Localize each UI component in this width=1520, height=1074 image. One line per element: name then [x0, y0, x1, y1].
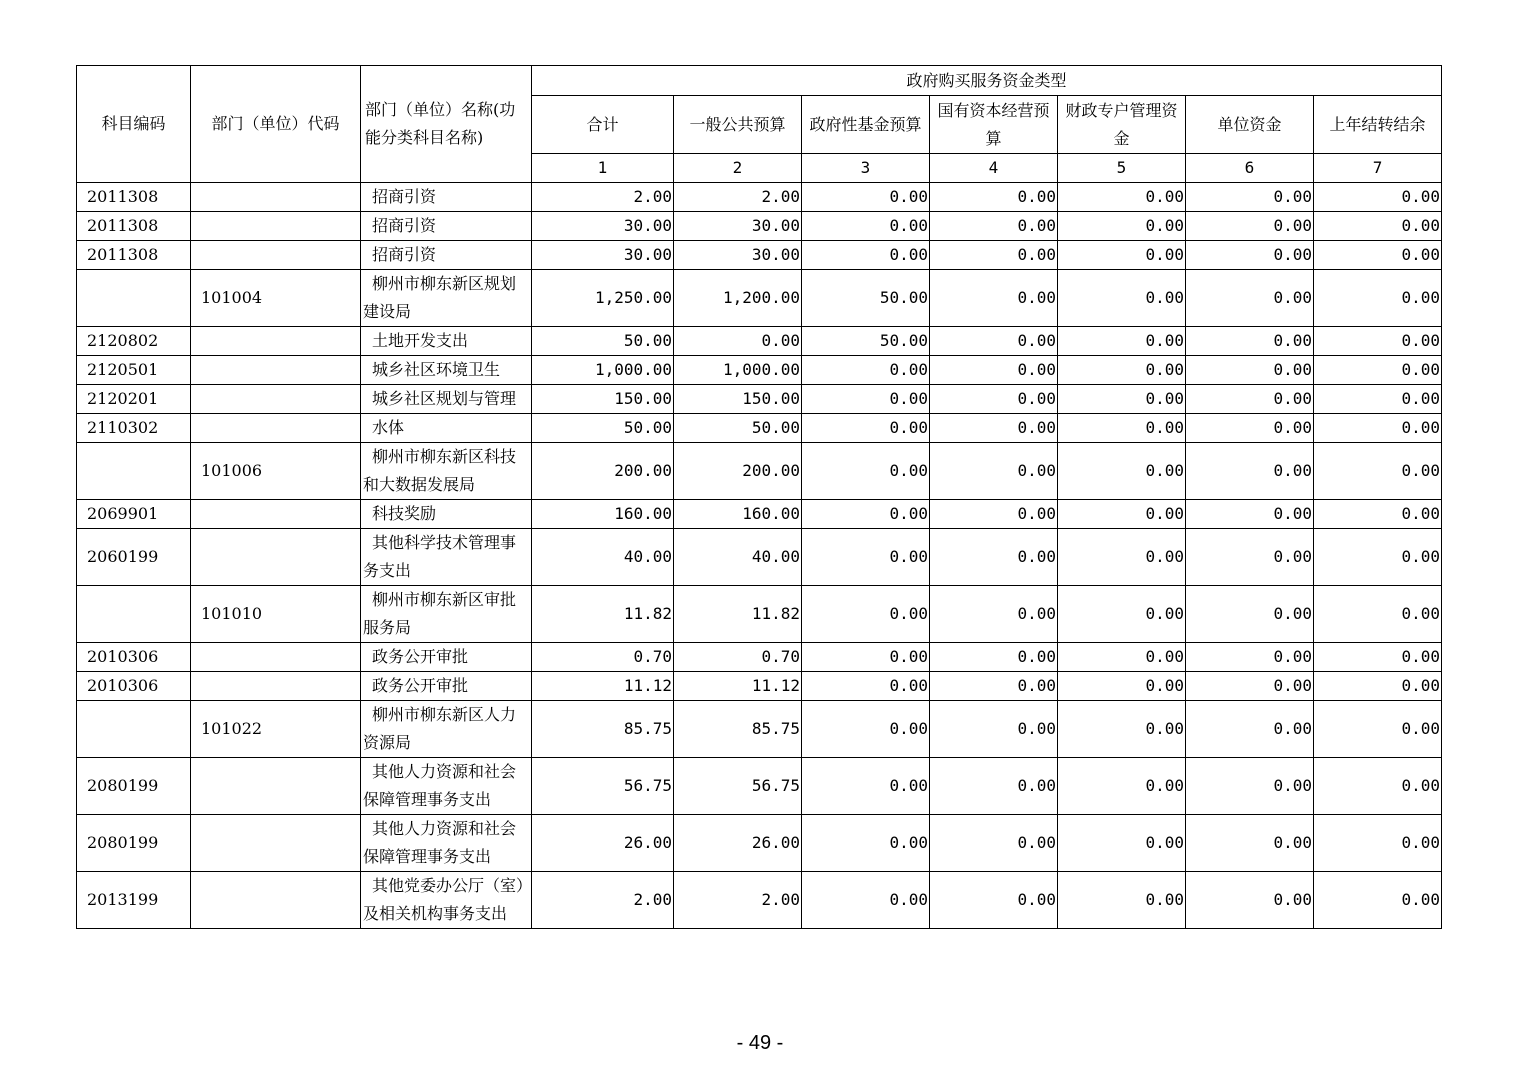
amount-cell: 0.00	[1058, 327, 1186, 356]
dept-name-cell: 水体	[361, 414, 532, 443]
amount-cell: 0.00	[930, 643, 1058, 672]
dept-code-cell	[191, 385, 361, 414]
amount-cell: 0.00	[802, 414, 930, 443]
dept-name-cell: 其他科学技术管理事务支出	[361, 529, 532, 586]
dept-code-cell	[191, 183, 361, 212]
fund-type-group-header: 政府购买服务资金类型	[532, 66, 1442, 96]
amount-cell: 85.75	[674, 701, 802, 758]
dept-code-cell	[191, 758, 361, 815]
amount-cell: 0.00	[930, 241, 1058, 270]
amount-cell: 0.00	[1314, 758, 1442, 815]
amount-cell: 0.00	[1186, 815, 1314, 872]
dept-code-cell: 101004	[191, 270, 361, 327]
amount-cell: 0.00	[930, 586, 1058, 643]
amount-cell: 1,000.00	[674, 356, 802, 385]
amount-cell: 0.00	[802, 356, 930, 385]
dept-name-cell: 柳州市柳东新区科技和大数据发展局	[361, 443, 532, 500]
amount-cell: 160.00	[532, 500, 674, 529]
subject-code-cell: 2080199	[77, 758, 191, 815]
table-row	[77, 414, 1442, 443]
amount-cell: 0.00	[1058, 815, 1186, 872]
amount-cell: 160.00	[674, 500, 802, 529]
amount-cell: 0.00	[1058, 701, 1186, 758]
amount-cell: 0.00	[1314, 701, 1442, 758]
amount-cell: 0.00	[1186, 212, 1314, 241]
column-header: 单位资金	[1186, 96, 1314, 154]
amount-cell: 0.00	[1186, 356, 1314, 385]
dept-code-cell	[191, 529, 361, 586]
subject-code-cell: 2110302	[77, 414, 191, 443]
column-header: 财政专户管理资金	[1058, 96, 1186, 154]
amount-cell: 0.00	[1314, 872, 1442, 929]
amount-cell: 2.00	[532, 183, 674, 212]
subject-code-cell: 2011308	[77, 183, 191, 212]
amount-cell: 2.00	[532, 872, 674, 929]
subject-code-cell: 2120201	[77, 385, 191, 414]
dept-code-cell	[191, 414, 361, 443]
dept-code-cell	[191, 327, 361, 356]
amount-cell: 200.00	[674, 443, 802, 500]
amount-cell: 1,250.00	[532, 270, 674, 327]
amount-cell: 0.00	[802, 672, 930, 701]
amount-cell: 0.00	[1186, 586, 1314, 643]
dept-name-cell: 招商引资	[361, 212, 532, 241]
subject-code-cell	[77, 270, 191, 327]
amount-cell: 0.00	[1186, 414, 1314, 443]
amount-cell: 0.00	[1058, 672, 1186, 701]
amount-cell: 150.00	[532, 385, 674, 414]
amount-cell: 0.00	[930, 443, 1058, 500]
dept-name-cell: 柳州市柳东新区规划建设局	[361, 270, 532, 327]
amount-cell: 0.00	[1186, 500, 1314, 529]
amount-cell: 0.00	[930, 270, 1058, 327]
amount-cell: 0.00	[1314, 414, 1442, 443]
dept-name-cell: 柳州市柳东新区审批服务局	[361, 586, 532, 643]
amount-cell: 0.00	[930, 500, 1058, 529]
table-row	[77, 443, 1442, 500]
amount-cell: 56.75	[674, 758, 802, 815]
amount-cell: 0.00	[802, 701, 930, 758]
amount-cell: 0.00	[1186, 643, 1314, 672]
amount-cell: 0.00	[1314, 443, 1442, 500]
amount-cell: 0.00	[1314, 529, 1442, 586]
column-number: 1	[532, 154, 674, 183]
amount-cell: 0.00	[802, 529, 930, 586]
column-header: 政府性基金预算	[802, 96, 930, 154]
table-row	[77, 241, 1442, 270]
amount-cell: 0.00	[1314, 500, 1442, 529]
dept-name-cell: 政务公开审批	[361, 672, 532, 701]
amount-cell: 0.00	[1186, 672, 1314, 701]
dept-code-cell	[191, 643, 361, 672]
dept-name-cell: 招商引资	[361, 241, 532, 270]
amount-cell: 0.00	[802, 500, 930, 529]
amount-cell: 0.00	[1058, 414, 1186, 443]
amount-cell: 0.00	[930, 701, 1058, 758]
table-row	[77, 701, 1442, 758]
dept-code-cell	[191, 212, 361, 241]
amount-cell: 0.00	[802, 872, 930, 929]
subject-code-cell: 2010306	[77, 672, 191, 701]
table-row	[77, 500, 1442, 529]
amount-cell: 1,200.00	[674, 270, 802, 327]
amount-cell: 0.00	[930, 414, 1058, 443]
amount-cell: 0.00	[1186, 241, 1314, 270]
amount-cell: 0.00	[930, 327, 1058, 356]
amount-cell: 0.00	[802, 443, 930, 500]
amount-cell: 0.00	[930, 385, 1058, 414]
column-header: 一般公共预算	[674, 96, 802, 154]
column-number: 6	[1186, 154, 1314, 183]
table-row	[77, 385, 1442, 414]
column-number: 3	[802, 154, 930, 183]
subject-code-cell: 2011308	[77, 241, 191, 270]
amount-cell: 0.00	[930, 758, 1058, 815]
dept-name-cell: 其他人力资源和社会保障管理事务支出	[361, 758, 532, 815]
amount-cell: 0.00	[802, 241, 930, 270]
amount-cell: 0.00	[1314, 815, 1442, 872]
subject-code-cell: 2120501	[77, 356, 191, 385]
table-row	[77, 270, 1442, 327]
table-row	[77, 872, 1442, 929]
table-row	[77, 327, 1442, 356]
subject-code-cell	[77, 443, 191, 500]
table-row	[77, 356, 1442, 385]
amount-cell: 0.00	[930, 672, 1058, 701]
table-row	[77, 815, 1442, 872]
dept-name-cell: 科技奖励	[361, 500, 532, 529]
amount-cell: 26.00	[674, 815, 802, 872]
amount-cell: 0.00	[930, 872, 1058, 929]
amount-cell: 0.00	[1058, 500, 1186, 529]
amount-cell: 0.00	[674, 327, 802, 356]
amount-cell: 0.00	[1186, 385, 1314, 414]
amount-cell: 0.00	[1314, 212, 1442, 241]
amount-cell: 0.00	[1058, 241, 1186, 270]
amount-cell: 0.00	[1186, 327, 1314, 356]
amount-cell: 0.00	[802, 815, 930, 872]
amount-cell: 0.00	[1314, 241, 1442, 270]
amount-cell: 0.00	[1314, 385, 1442, 414]
subject-code-cell: 2060199	[77, 529, 191, 586]
amount-cell: 0.00	[1314, 643, 1442, 672]
dept-name-cell: 柳州市柳东新区人力资源局	[361, 701, 532, 758]
amount-cell: 0.00	[1314, 327, 1442, 356]
amount-cell: 0.00	[1186, 758, 1314, 815]
dept-name-cell: 其他党委办公厅（室）及相关机构事务支出	[361, 872, 532, 929]
dept-name-cell: 政务公开审批	[361, 643, 532, 672]
amount-cell: 0.00	[802, 586, 930, 643]
amount-cell: 0.00	[1186, 872, 1314, 929]
amount-cell: 0.00	[1058, 643, 1186, 672]
table-row	[77, 586, 1442, 643]
dept-code-cell	[191, 241, 361, 270]
amount-cell: 2.00	[674, 183, 802, 212]
dept-name-cell: 其他人力资源和社会保障管理事务支出	[361, 815, 532, 872]
page-number: - 49 -	[736, 1032, 784, 1054]
amount-cell: 40.00	[532, 529, 674, 586]
column-number: 5	[1058, 154, 1186, 183]
table-row	[77, 529, 1442, 586]
dept-code-cell	[191, 356, 361, 385]
amount-cell: 0.00	[802, 385, 930, 414]
dept-name-cell: 招商引资	[361, 183, 532, 212]
table-header	[77, 66, 1442, 183]
amount-cell: 0.00	[802, 183, 930, 212]
amount-cell: 85.75	[532, 701, 674, 758]
amount-cell: 0.00	[930, 356, 1058, 385]
amount-cell: 30.00	[532, 241, 674, 270]
dept-code-cell: 101006	[191, 443, 361, 500]
amount-cell: 50.00	[802, 327, 930, 356]
subject-code-cell	[77, 701, 191, 758]
subject-code-cell: 2080199	[77, 815, 191, 872]
budget-table	[76, 65, 1442, 929]
dept-name-cell: 城乡社区环境卫生	[361, 356, 532, 385]
amount-cell: 0.70	[674, 643, 802, 672]
amount-cell: 0.00	[802, 212, 930, 241]
amount-cell: 0.00	[1186, 701, 1314, 758]
subject-code-cell: 2013199	[77, 872, 191, 929]
table-row	[77, 758, 1442, 815]
amount-cell: 0.00	[1058, 443, 1186, 500]
amount-cell: 30.00	[532, 212, 674, 241]
amount-cell: 26.00	[532, 815, 674, 872]
dept-code-cell	[191, 815, 361, 872]
table-row	[77, 672, 1442, 701]
amount-cell: 0.00	[1058, 586, 1186, 643]
dept-name-cell: 土地开发支出	[361, 327, 532, 356]
dept-code-header: 部门（单位）代码	[191, 66, 361, 183]
amount-cell: 2.00	[674, 872, 802, 929]
dept-code-cell	[191, 500, 361, 529]
amount-cell: 0.00	[1058, 529, 1186, 586]
subject-code-cell	[77, 586, 191, 643]
amount-cell: 0.00	[1058, 356, 1186, 385]
table-row	[77, 643, 1442, 672]
amount-cell: 0.00	[930, 815, 1058, 872]
amount-cell: 50.00	[802, 270, 930, 327]
amount-cell: 30.00	[674, 212, 802, 241]
column-header: 上年结转结余	[1314, 96, 1442, 154]
dept-code-cell: 101022	[191, 701, 361, 758]
amount-cell: 0.00	[1186, 443, 1314, 500]
amount-cell: 0.00	[930, 183, 1058, 212]
amount-cell: 0.00	[1314, 270, 1442, 327]
amount-cell: 30.00	[674, 241, 802, 270]
amount-cell: 0.00	[1058, 385, 1186, 414]
amount-cell: 0.00	[1058, 183, 1186, 212]
amount-cell: 0.00	[1314, 183, 1442, 212]
subject-code-cell: 2120802	[77, 327, 191, 356]
amount-cell: 0.00	[1314, 586, 1442, 643]
amount-cell: 56.75	[532, 758, 674, 815]
dept-code-cell	[191, 672, 361, 701]
dept-name-cell: 城乡社区规划与管理	[361, 385, 532, 414]
subject-code-cell: 2069901	[77, 500, 191, 529]
amount-cell: 0.00	[1058, 758, 1186, 815]
dept-code-cell	[191, 872, 361, 929]
amount-cell: 0.70	[532, 643, 674, 672]
dept-name-header: 部门（单位）名称(功能分类科目名称)	[361, 66, 532, 183]
amount-cell: 0.00	[1058, 212, 1186, 241]
column-header: 合计	[532, 96, 674, 154]
amount-cell: 0.00	[1186, 529, 1314, 586]
amount-cell: 200.00	[532, 443, 674, 500]
subject-code-header: 科目编码	[77, 66, 191, 183]
amount-cell: 0.00	[1314, 356, 1442, 385]
table-row	[77, 212, 1442, 241]
amount-cell: 0.00	[802, 758, 930, 815]
amount-cell: 50.00	[532, 327, 674, 356]
subject-code-cell: 2010306	[77, 643, 191, 672]
amount-cell: 40.00	[674, 529, 802, 586]
dept-code-cell: 101010	[191, 586, 361, 643]
subject-code-cell: 2011308	[77, 212, 191, 241]
amount-cell: 150.00	[674, 385, 802, 414]
amount-cell: 50.00	[532, 414, 674, 443]
amount-cell: 0.00	[930, 212, 1058, 241]
table-body	[77, 183, 1442, 929]
amount-cell: 11.82	[674, 586, 802, 643]
amount-cell: 0.00	[1058, 872, 1186, 929]
amount-cell: 0.00	[930, 529, 1058, 586]
amount-cell: 0.00	[1186, 270, 1314, 327]
amount-cell: 11.12	[674, 672, 802, 701]
amount-cell: 0.00	[1186, 183, 1314, 212]
amount-cell: 11.82	[532, 586, 674, 643]
amount-cell: 0.00	[802, 643, 930, 672]
amount-cell: 11.12	[532, 672, 674, 701]
column-number: 7	[1314, 154, 1442, 183]
amount-cell: 0.00	[1058, 270, 1186, 327]
column-number: 2	[674, 154, 802, 183]
amount-cell: 1,000.00	[532, 356, 674, 385]
amount-cell: 50.00	[674, 414, 802, 443]
column-header: 国有资本经营预算	[930, 96, 1058, 154]
column-number: 4	[930, 154, 1058, 183]
table-row	[77, 183, 1442, 212]
amount-cell: 0.00	[1314, 672, 1442, 701]
